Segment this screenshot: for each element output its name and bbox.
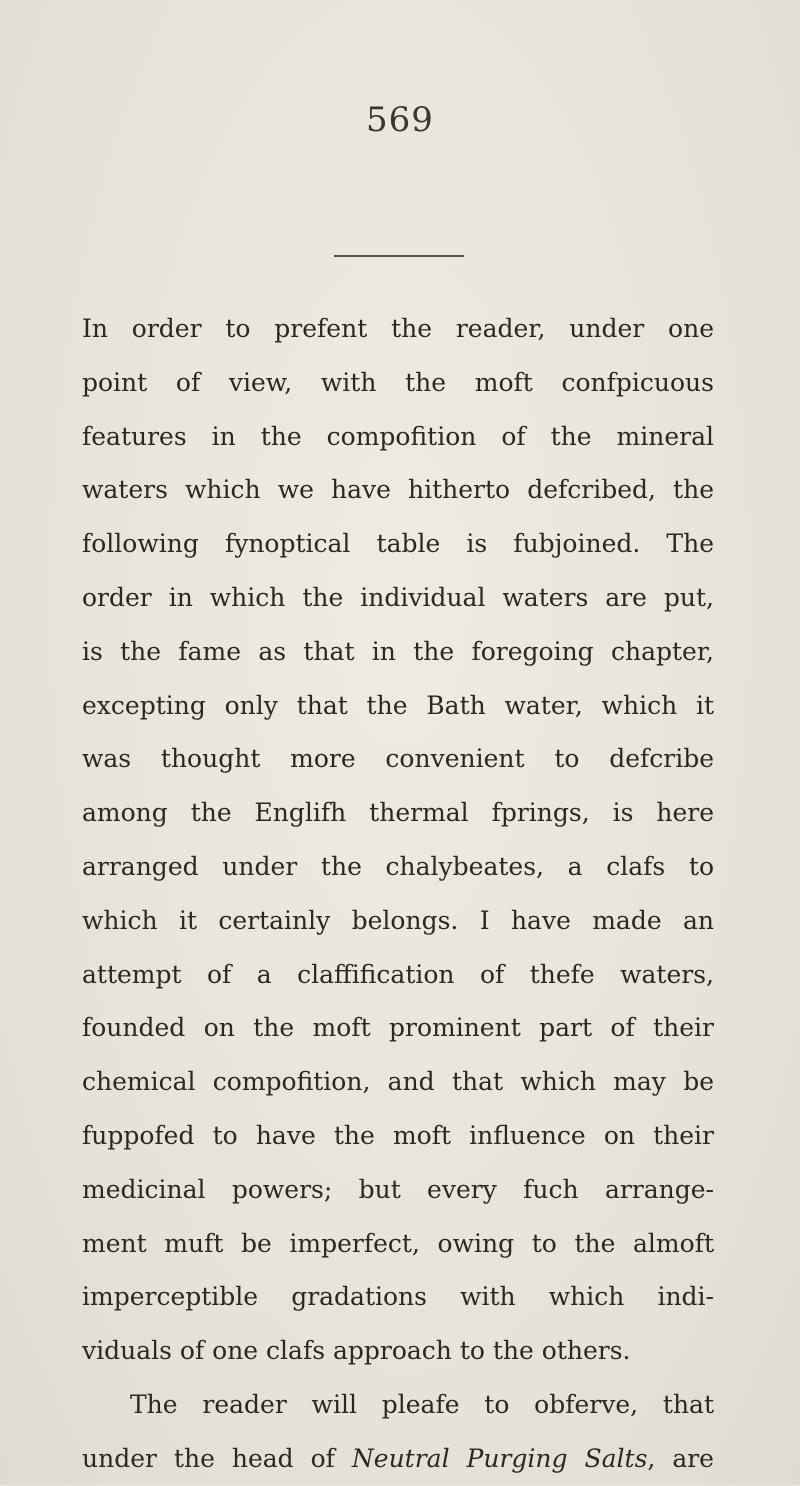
text-line: fuppofed to have the moft influence on their	[82, 1120, 714, 1150]
text-line-with-italic	[82, 1432, 714, 1486]
text-line: founded on the moft prominent part of their	[82, 1013, 714, 1043]
text-run: , are	[647, 1443, 714, 1473]
text-run: under the head of	[82, 1443, 352, 1473]
text-line: order in which the individual waters are put,	[82, 582, 714, 612]
text-line: features in the compofition of the mineral	[82, 421, 714, 451]
text-line: attempt of a claffification of thefe waters,	[82, 959, 714, 989]
text-line: excepting only that the Bath water, which it	[82, 690, 714, 720]
text-line: arranged under the chalybeates, a clafs to	[82, 851, 714, 881]
text-line: was thought more convenient to defcribe	[82, 744, 714, 774]
page-number: 569	[366, 100, 434, 140]
text-line: imperceptible gradations with which indi-	[82, 1282, 714, 1312]
text-line: is the fame as that in the foregoing chapter,	[82, 636, 714, 666]
text-line: which it certainly belongs. I have made an	[82, 905, 714, 935]
text-line: In order to prefent the reader, under one	[82, 314, 714, 343]
body-text	[82, 302, 714, 1486]
text-line: point of view, with the moft confpicuous	[82, 367, 714, 397]
text-line: among the Englifh thermal fprings, is here	[82, 798, 714, 828]
text-line: ment muft be imperfect, owing to the almoft	[82, 1228, 714, 1258]
text-line: waters which we have hitherto defcribed, the	[82, 475, 714, 505]
header-rule	[334, 255, 464, 257]
text-line: chemical compofition, and that which may be	[82, 1067, 714, 1097]
paragraph-start-line: The reader will pleafe to obferve, that	[130, 1389, 714, 1419]
italic-term: Neutral Purging Salts	[351, 1443, 648, 1473]
text-line: medicinal powers; but every fuch arrange-	[82, 1174, 714, 1204]
text-line: viduals of one clafs approach to the others.	[82, 1336, 631, 1366]
text-line: following fynoptical table is fubjoined. The	[82, 529, 714, 559]
